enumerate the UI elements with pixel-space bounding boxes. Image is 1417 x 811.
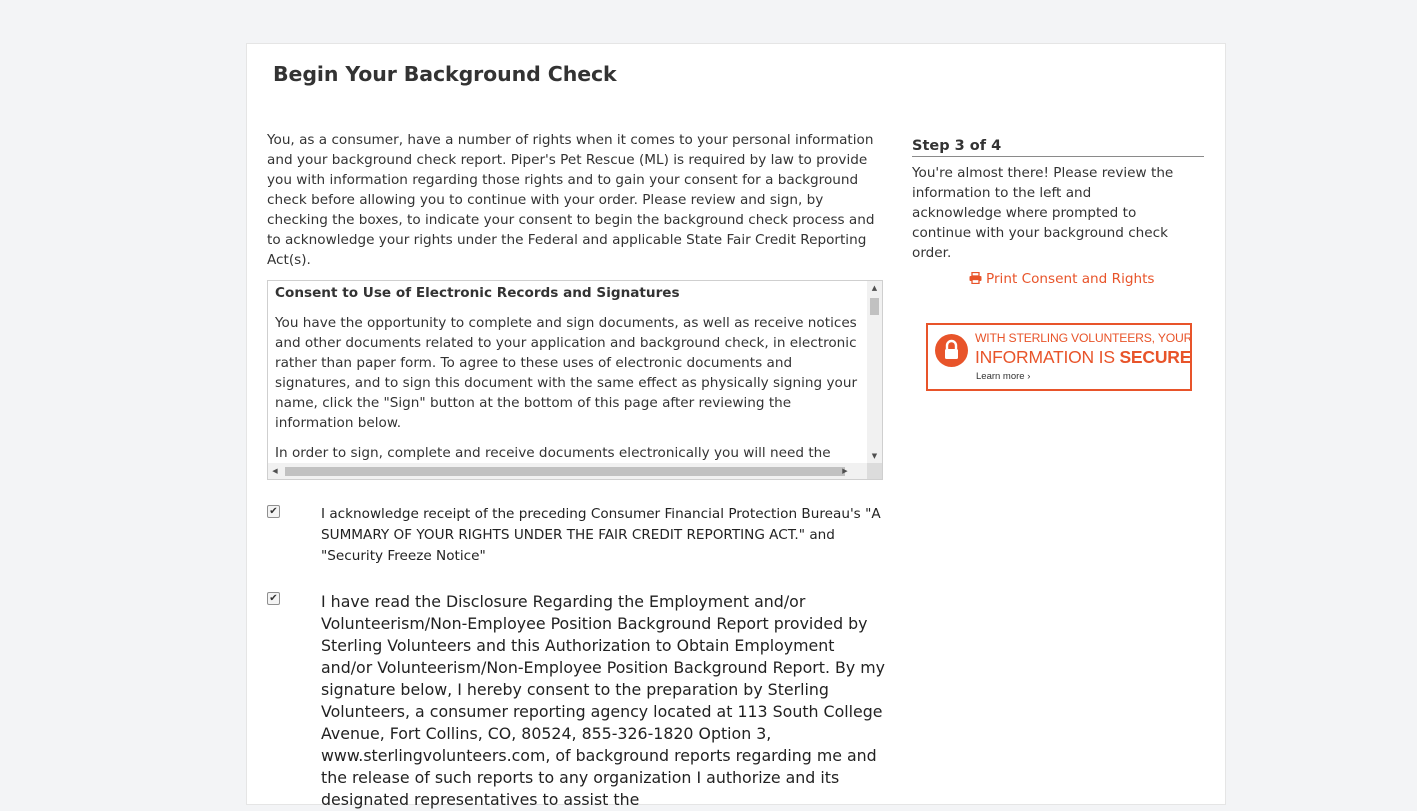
secure-banner-prefix: INFORMATION IS [975, 347, 1120, 367]
fcra-summary-label: I acknowledge receipt of the preceding Consumer Financial Protection Bureau's "A SUMMARY OF YOUR RIGHTS UNDER THE FAIR CREDIT REPORTING ACT." and "Security Freeze Notice" [321, 506, 881, 564]
print-consent-label: Print Consent and Rights [986, 271, 1155, 287]
intro-text: You, as a consumer, have a number of rights when it comes to your personal information and your background check report. Piper's Pet Rescue (ML) is required by law to provide you with information regarding those rights and to gain your consent for a background check before allowing you to continue with your order. Please review and sign, by checking the boxes, to indicate your consent to begin the background check process and to acknowledge your rights under the Federal and applicable State Fair Credit Reporting Act(s). [267, 132, 875, 268]
learn-more-link[interactable]: Learn more › [976, 371, 1031, 382]
scroll-down-arrow-icon[interactable]: ▼ [871, 452, 878, 460]
background-check-card [246, 43, 1226, 809]
vertical-scrollbar[interactable] [867, 281, 882, 463]
scroll-left-arrow-icon[interactable]: ◀ [272, 467, 278, 475]
disclosure-authorization-label: I have read the Disclosure Regarding the Employment and/or Volunteerism/Non-Employee Position Background Report provided by Sterling Volunteers and this Authorization to Obtain Employment and/or Volunteerism/Non-Employee Position Background Report. By my signature below, I hereby consent to the preparation by Sterling Volunteers, a consumer reporting agency located at 113 South College Avenue, Fort Collins, CO, 80524, 855-326-1820 Option 3, www.sterlingvolunteers.com, of background reports regarding me and the release of such reports to any organization I authorize and its designated representatives to assist the [321, 592, 885, 809]
disclosure-authorization-checkbox[interactable]: ✔ [267, 592, 280, 605]
step-indicator: Step 3 of 4 [912, 136, 1204, 157]
horizontal-scrollbar[interactable] [268, 463, 867, 479]
print-consent-link[interactable] [969, 271, 1155, 287]
consent-paragraph: In order to sign, complete and receive documents electronically you will need the [275, 445, 831, 461]
consent-content [275, 281, 865, 463]
scroll-right-arrow-icon[interactable]: ▶ [842, 467, 848, 475]
secure-banner-line2 [975, 347, 1191, 368]
fcra-summary-checkbox[interactable]: ✔ [267, 505, 280, 518]
horizontal-scroll-thumb[interactable] [285, 467, 845, 476]
step-sidebar [912, 136, 1204, 382]
step-description: You're almost there! Please review the information to the left and acknowledge where prompted to continue with your background check order. [912, 165, 1174, 261]
consent-heading: Consent to Use of Electronic Records and Signatures [275, 285, 680, 301]
lock-icon [935, 334, 968, 367]
scrollbar-corner [867, 463, 882, 479]
scroll-up-arrow-icon[interactable]: ▲ [871, 284, 878, 292]
vertical-scroll-thumb[interactable] [870, 298, 879, 315]
secure-information-banner[interactable] [926, 323, 1192, 391]
printer-icon [969, 272, 982, 284]
consent-scroll-box[interactable] [267, 280, 883, 480]
secure-banner-strong: SECURE [1119, 347, 1192, 367]
secure-banner-line1: WITH STERLING VOLUNTEERS, YOUR [975, 331, 1193, 345]
page-title: Begin Your Background Check [273, 62, 617, 86]
consent-paragraph: You have the opportunity to complete and sign documents, as well as receive notices and other documents related to your application and background check, in electronic rather than paper form. To agree to these uses of electronic documents and signatures, and to sign this document with the same effect as physically signing your name, click the "Sign" button at the bottom of this page after reviewing the information below. [275, 315, 858, 431]
